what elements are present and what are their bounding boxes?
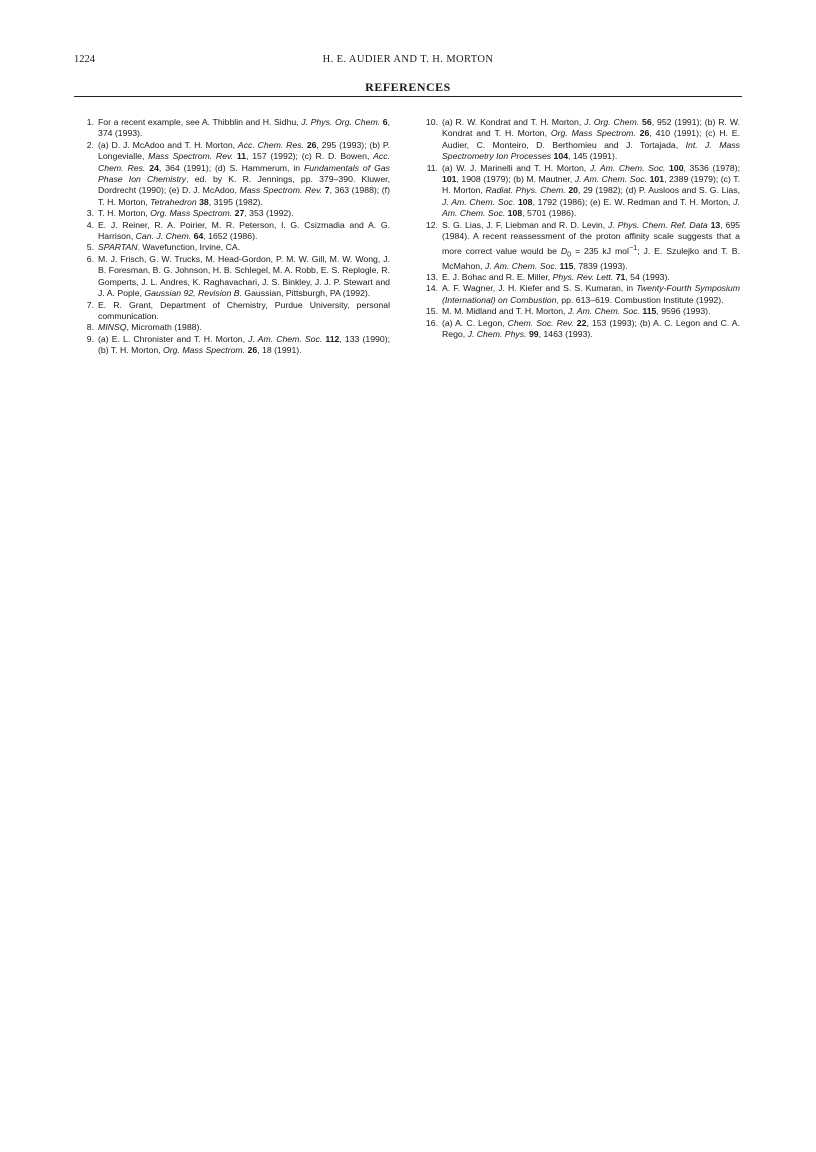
reference-text: M. M. Midland and T. H. Morton, J. Am. Chem. Soc. 115, 9596 (1993).	[442, 306, 711, 317]
section-title: REFERENCES	[365, 80, 451, 94]
reference-text: For a recent example, see A. Thibblin and H. Sidhu, J. Phys. Org. Chem. 6, 374 (1993).	[98, 117, 390, 139]
reference-text: (a) E. L. Chronister and T. H. Morton, J. Am. Chem. Soc. 112, 133 (1990); (b) T. H. Morton, Org. Mass Spectrom. 26, 18 (1991).	[98, 333, 390, 356]
reference-item	[76, 254, 390, 300]
reference-number: 7.	[86, 299, 94, 310]
page-header	[74, 54, 742, 70]
reference-text: T. H. Morton, Org. Mass Spectrom. 27, 353 (1992).	[98, 208, 294, 219]
reference-number: 6.	[86, 253, 94, 264]
reference-item	[76, 322, 390, 333]
reference-item	[76, 334, 390, 357]
reference-item	[76, 117, 390, 140]
reference-item	[76, 300, 390, 323]
reference-number: 2.	[86, 139, 94, 150]
references-right-column	[420, 117, 740, 340]
reference-item	[76, 208, 390, 219]
reference-number: 3.	[86, 208, 94, 219]
reference-text: E. J. Bohac and R. E. Miller, Phys. Rev. Lett. 71, 54 (1993).	[442, 271, 670, 282]
reference-item	[420, 318, 740, 341]
reference-item	[420, 306, 740, 317]
reference-number: 9.	[86, 333, 94, 344]
reference-item	[420, 163, 740, 220]
reference-text: (a) A. C. Legon, Chem. Soc. Rev. 22, 153 (1993); (b) A. C. Legon and C. A. Rego, J. Chem. Phys. 99, 1463 (1993).	[442, 317, 740, 339]
page-number: 1224	[74, 54, 95, 65]
reference-text: M. J. Frisch, G. W. Trucks, M. Head-Gordon, P. M. W. Gill, M. W. Wong, J. B. Foresman, B. G. Johnson, H. B. Schlegel, M. A. Robb, E. S. Replogle, R. Gomperts, J. L. Andres, K. Raghavachari, J. S. Binkley, J. J. P. Stewart and J. A. Pople, Gaussian 92, Revision B. Gaussian, Pittsburgh, PA (1992).	[98, 253, 390, 299]
reference-text: E. R. Grant, Department of Chemistry, Purdue University, personal communication.	[98, 299, 390, 321]
reference-item	[420, 117, 740, 163]
reference-item	[76, 140, 390, 208]
reference-text: MINSQ, Micromath (1988).	[98, 322, 202, 333]
reference-number: 5.	[86, 242, 94, 253]
reference-item	[420, 220, 740, 272]
reference-text: (a) R. W. Kondrat and T. H. Morton, J. Org. Chem. 56, 952 (1991); (b) R. W. Kondrat and T. H. Morton, Org. Mass Spectrom. 26, 410 (1991); (c) H. E. Audier, C. Monteiro, D. Berthomieu and J. Tortajada, Int. J. Mass Spectrometry Ion Processes 104, 145 (1991).	[442, 117, 740, 162]
reference-number: 15.	[425, 306, 438, 317]
reference-text: (a) D. J. McAdoo and T. H. Morton, Acc. Chem. Res. 26, 295 (1993); (b) P. Longevialle, Mass Spectrom. Rev. 11, 157 (1992); (c) R. D. Bowen, Acc. Chem. Res. 24, 364 (1991); (d) S. Hammerum, in Fundamentals of Gas Phase Ion Chemistry, ed. by K. R. Jennings, pp. 379–390. Kluwer, Dordrecht (1990); (e) D. J. McAdoo, Mass Spectrom. Rev. 7, 363 (1988); (f) T. H. Morton, Tetrahedron 38, 3195 (1982).	[98, 139, 390, 207]
reference-text: A. F. Wagner, J. H. Kiefer and S. S. Kumaran, in Twenty-Fourth Symposium (International) on Combustion, pp. 613–619. Combustion Institute (1992).	[442, 283, 740, 305]
reference-item	[420, 272, 740, 283]
reference-number: 4.	[86, 219, 94, 230]
references-left-column	[76, 117, 390, 357]
reference-number: 10.	[425, 117, 438, 127]
reference-number: 1.	[86, 117, 94, 127]
reference-number: 12.	[425, 219, 438, 230]
reference-number: 11.	[426, 162, 438, 173]
reference-number: 16.	[425, 317, 438, 328]
running-head: H. E. AUDIER AND T. H. MORTON	[322, 54, 494, 65]
reference-number: 13.	[425, 271, 438, 282]
reference-item	[76, 220, 390, 243]
reference-text: E. J. Reiner, R. A. Poirier, M. R. Peterson, I. G. Csizmadia and A. G. Harrison, Can. J. Chem. 64, 1652 (1986).	[98, 219, 390, 242]
reference-number: 8.	[86, 322, 94, 333]
reference-text: (a) W. J. Marinelli and T. H. Morton, J. Am. Chem. Soc. 100, 3536 (1978); 101, 1908 (1979); (b) M. Mautner, J. Am. Chem. Soc. 101, 2389 (1979); (c) T. H. Morton, Radiat. Phys. Chem. 20, 29 (1982); (d) P. Ausloos and S. G. Lias, J. Am. Chem. Soc. 108, 1792 (1986); (e) E. W. Redman and T. H. Morton, J. Am. Chem. Soc. 108, 5701 (1986).	[442, 162, 740, 219]
title-rule	[74, 96, 742, 97]
reference-text: SPARTAN. Wavefunction, Irvine, CA.	[98, 242, 241, 253]
reference-item	[76, 242, 390, 253]
reference-number: 14.	[425, 283, 438, 294]
reference-text: S. G. Lias, J. F. Liebman and R. D. Levin, J. Phys. Chem. Ref. Data 13, 695 (1984). A recent reassessment of the proton affinity scale suggests that a more correct value would be $D_0 = 235$ kJ mol$^{-1}$; J. E. Szulejko and T. B. McMahon, J. Am. Chem. Soc. 115, 7839 (1993).	[442, 219, 741, 271]
reference-item	[420, 283, 740, 306]
